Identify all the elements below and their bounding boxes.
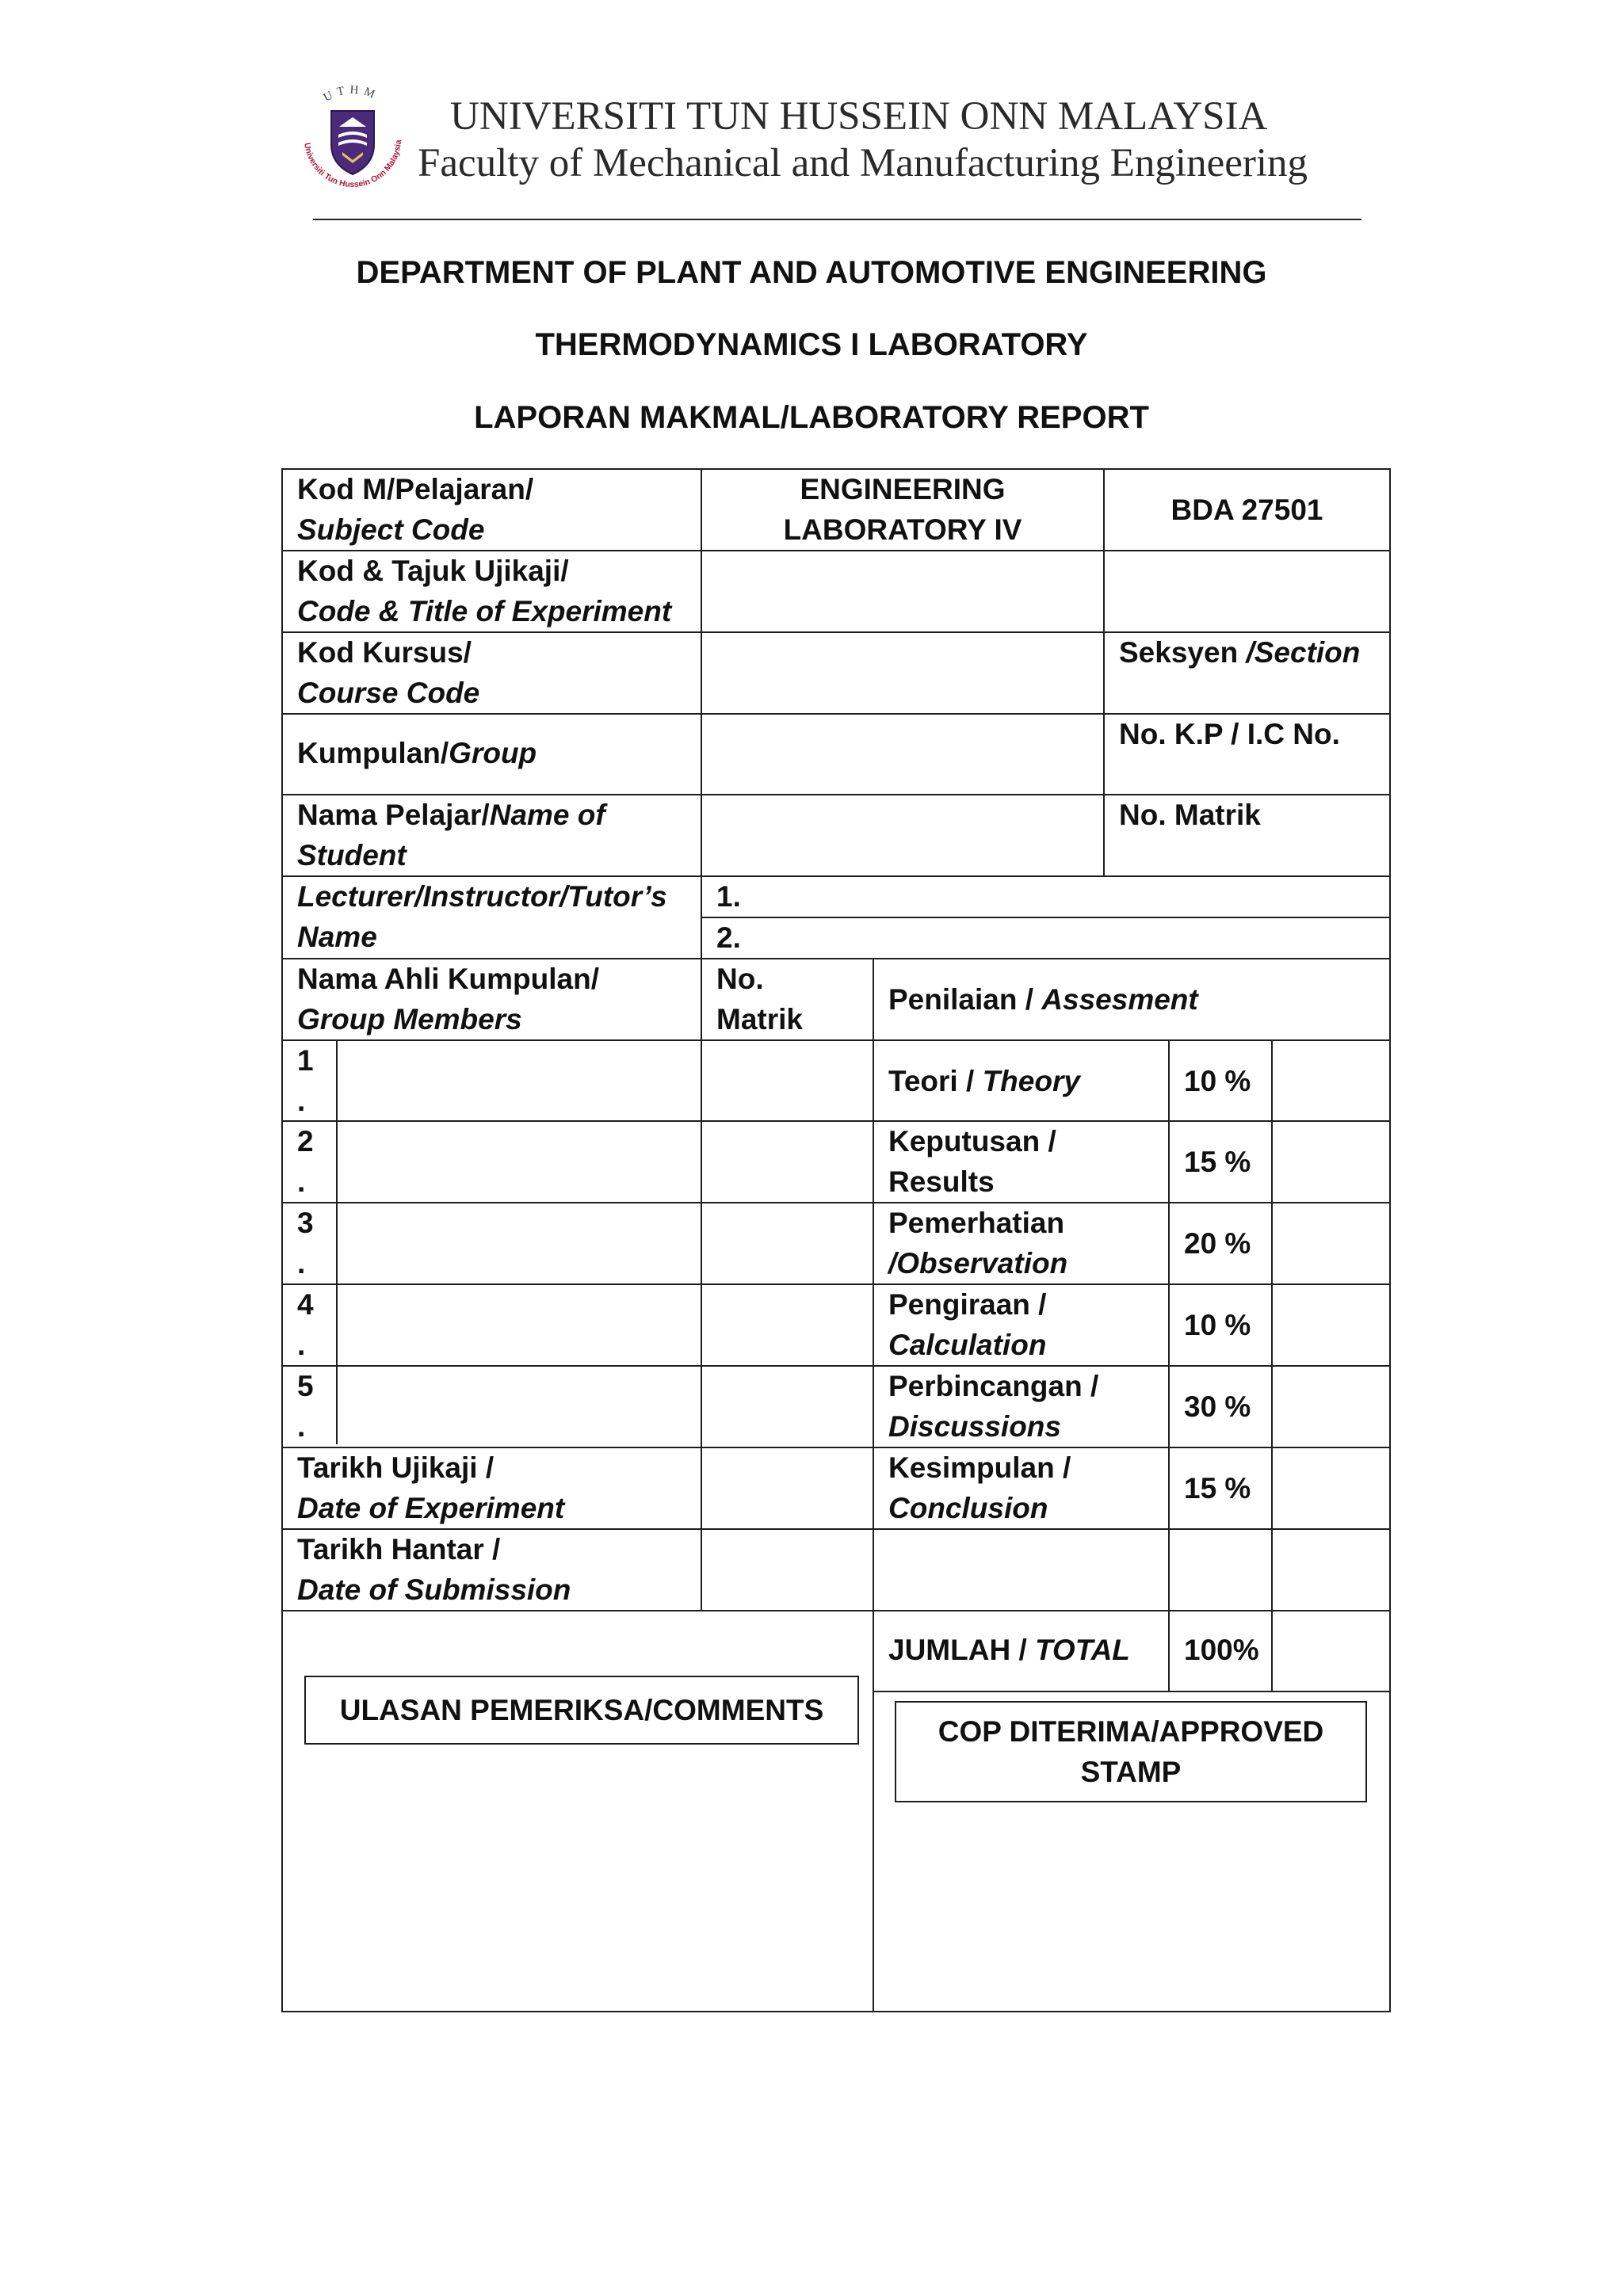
university-name: UNIVERSITI TUN HUSSEIN ONN MALAYSIA: [450, 94, 1268, 139]
assessment-conclusion: Kesimpulan / Conclusion: [888, 1451, 1071, 1524]
member-number: 2 .: [297, 1125, 314, 1198]
report-title: LAPORAN MAKMAL/LABORATORY REPORT: [474, 400, 1149, 435]
assessment-results-percent: 15 %: [1184, 1146, 1251, 1178]
member-number: 3 .: [297, 1207, 314, 1280]
experiment-label: Kod & Tajuk Ujikaji/ Code & Title of Experiment: [297, 555, 672, 627]
member-number: 4 .: [297, 1288, 314, 1361]
date-of-submission-input[interactable]: [702, 1530, 872, 1609]
rule: [281, 1610, 1391, 1611]
total-percent: 100%: [1184, 1634, 1259, 1666]
group-members-label: Nama Ahli Kumpulan/ Group Members: [297, 963, 600, 1035]
date-of-experiment-label: Tarikh Ujikaji / Date of Experiment: [297, 1451, 565, 1524]
rule: [873, 958, 874, 2012]
total-label: JUMLAH / TOTAL: [888, 1634, 1130, 1666]
subject-code-value: BDA 27501: [1170, 494, 1323, 526]
rule: [281, 1283, 1391, 1285]
member-number: 1 .: [297, 1044, 314, 1117]
rule: [336, 1039, 338, 1444]
approved-stamp-box: COP DITERIMA/APPROVED STAMP: [895, 1701, 1367, 1802]
matrik-column-header: No. Matrik: [716, 963, 803, 1035]
subject-name: ENGINEERING LABORATORY IV: [783, 473, 1022, 546]
ic-number-label: No. K.P / I.C No.: [1119, 718, 1340, 750]
rule: [281, 1120, 1391, 1122]
assessment-header: Penilaian / Assesment: [888, 983, 1198, 1016]
lecturer-label: Lecturer/Instructor/Tutor’s Name: [297, 880, 667, 953]
assessment-theory-percent: 10 %: [1184, 1065, 1251, 1097]
rule: [1389, 468, 1391, 2012]
rule: [701, 917, 1391, 918]
lecturer-line-2: 2.: [716, 921, 741, 954]
rule: [281, 2011, 1391, 2012]
rule: [281, 1039, 1391, 1041]
assessment-calculation: Pengiraan / Calculation: [888, 1288, 1047, 1361]
rule: [281, 1202, 1391, 1203]
assessment-theory: Teori / Theory: [888, 1065, 1080, 1097]
assessment-results: Keputusan / Results: [888, 1125, 1056, 1198]
member-number: 5 .: [297, 1370, 314, 1443]
group-input[interactable]: [702, 715, 1102, 793]
assessment-discussions: Perbincangan / Discussions: [888, 1370, 1099, 1443]
assessment-observation: Pemerhatian /Observation: [888, 1207, 1068, 1280]
student-name-label: Nama Pelajar/Name of Student: [297, 799, 605, 871]
student-name-input[interactable]: [702, 795, 1102, 875]
rule: [1168, 1039, 1170, 1691]
faculty-name: Faculty of Mechanical and Manufacturing Engineering: [418, 141, 1308, 185]
group-label: Kumpulan/Group: [297, 737, 537, 769]
svg-text:Universiti Tun Hussein Onn Mal: Universiti Tun Hussein Onn Malaysia: [302, 139, 404, 190]
subject-code-label: Kod M/Pelajaran/ Subject Code: [297, 473, 534, 546]
lecturer-line-1: 1.: [716, 880, 741, 913]
assessment-discussions-percent: 30 %: [1184, 1390, 1251, 1423]
rule: [873, 1691, 1391, 1692]
header-divider: [313, 219, 1361, 220]
assessment-calculation-percent: 10 %: [1184, 1309, 1251, 1341]
date-of-experiment-input[interactable]: [702, 1448, 872, 1527]
course-code-label: Kod Kursus/ Course Code: [297, 636, 480, 709]
uthm-logo: [293, 79, 412, 198]
experiment-input[interactable]: [702, 551, 1102, 631]
comments-box: ULASAN PEMERIKSA/COMMENTS: [304, 1676, 859, 1745]
date-of-submission-label: Tarikh Hantar / Date of Submission: [297, 1533, 571, 1606]
section-label: Seksyen /Section: [1119, 636, 1361, 669]
matrik-label: No. Matrik: [1119, 799, 1261, 831]
assessment-conclusion-percent: 15 %: [1184, 1472, 1251, 1505]
lab-title: THERMODYNAMICS I LABORATORY: [535, 327, 1088, 362]
rule: [281, 468, 283, 2012]
department-title: DEPARTMENT OF PLANT AND AUTOMOTIVE ENGINEERING: [356, 255, 1267, 290]
svg-text:UTHM: UTHM: [321, 83, 381, 105]
course-code-input[interactable]: [702, 633, 1102, 712]
rule: [281, 1365, 1391, 1367]
assessment-observation-percent: 20 %: [1184, 1227, 1251, 1260]
rule: [1271, 1039, 1273, 1691]
